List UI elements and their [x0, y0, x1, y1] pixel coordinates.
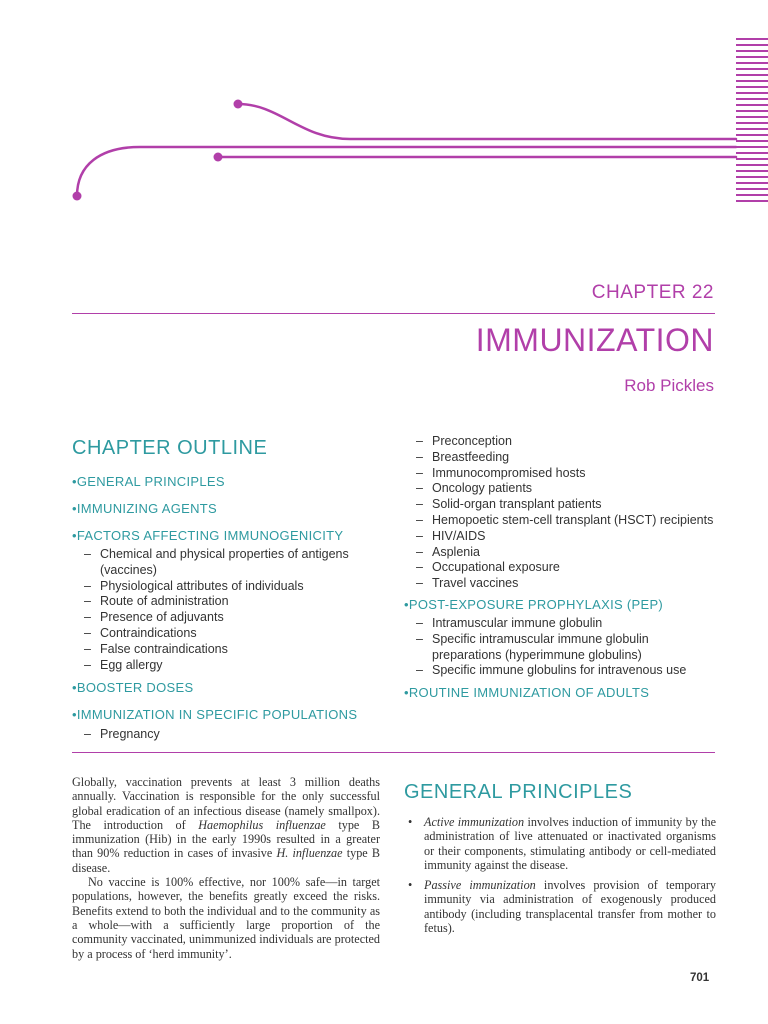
outline-subitem: – Pregnancy	[84, 727, 392, 743]
outline-subitems	[72, 547, 392, 673]
outline-subitem: – Preconception	[416, 434, 716, 450]
outline-subitem: – Travel vaccines	[416, 576, 716, 592]
outline-subitem: – Specific intramuscular immune globulin preparations (hyperimmune globulins)	[416, 632, 716, 664]
outline-right-column	[404, 434, 716, 700]
list-item: • Passive immunization involves provision of temporary immunity via administration of exogenously produced antibody (including transplacental transfer from mother to fetus).	[404, 878, 716, 935]
chapter-number: CHAPTER 22	[591, 282, 714, 303]
outline-subitem: – Asplenia	[416, 545, 716, 561]
outline-subitem: – Immunocompromised hosts	[416, 466, 716, 482]
outline-subitem: – Physiological attributes of individuals	[84, 579, 392, 595]
outline-subitem: – Hemopoetic stem-cell transplant (HSCT) recipients	[416, 513, 716, 529]
outline-subitem: – Chemical and physical properties of antigens (vaccines)	[84, 547, 392, 579]
section-heading: GENERAL PRINCIPLES	[404, 781, 633, 803]
chapter-author: Rob Pickles	[624, 376, 714, 395]
intro-paragraph: Globally, vaccination prevents at least 3 million deaths annually. Vaccination is responsible for the only successful global eradication of an infectious disease (namely smallpox). The introduction of Haemophilus influenzae type B immunization (Hib) in the early 1990s resulted in a greater than 90% reduction in cases of invasive H. influenzae type B disease.	[72, 775, 380, 875]
intro-text	[72, 775, 380, 961]
outline-subitem: – Solid-organ transplant patients	[416, 497, 716, 513]
outline-subitem: – HIV/AIDS	[416, 529, 716, 545]
outline-subitem: – Contraindications	[84, 626, 392, 642]
outline-section: • FACTORS AFFECTING IMMUNOGENICITY	[72, 528, 392, 543]
outline-subitem: – Egg allergy	[84, 658, 392, 674]
outline-left-column	[72, 474, 392, 743]
outline-subitems	[404, 434, 716, 592]
outline-subitem: – Specific immune globulins for intravenous use	[416, 663, 716, 679]
chapter-title: IMMUNIZATION	[475, 322, 714, 358]
outline-section: • IMMUNIZING AGENTS	[72, 501, 392, 516]
outline-subitem: – Presence of adjuvants	[84, 610, 392, 626]
outline-subitem: – False contraindications	[84, 642, 392, 658]
outline-section: • BOOSTER DOSES	[72, 680, 392, 695]
outline-subitem: – Occupational exposure	[416, 560, 716, 576]
decorative-swoosh-graphic	[0, 0, 768, 220]
outline-section: • ROUTINE IMMUNIZATION OF ADULTS	[404, 685, 716, 700]
intro-paragraph: No vaccine is 100% effective, nor 100% safe—in target populations, however, the benefits greatly exceed the risks. Benefits extend to both the individual and to the community as a whole—with a sufficiently large proportion of the community vaccinated, unimmunized individuals are protected by a process of ‘herd immunity’.	[72, 875, 380, 961]
outline-heading: CHAPTER OUTLINE	[72, 437, 268, 459]
outline-divider	[72, 752, 715, 753]
outline-section: • IMMUNIZATION IN SPECIFIC POPULATIONS	[72, 707, 392, 722]
outline-section: • POST-EXPOSURE PROPHYLAXIS (PEP)	[404, 597, 716, 612]
outline-subitem: – Breastfeeding	[416, 450, 716, 466]
outline-subitem: – Route of administration	[84, 594, 392, 610]
outline-subitems	[404, 616, 716, 679]
outline-section: • GENERAL PRINCIPLES	[72, 474, 392, 489]
page-number: 701	[690, 972, 710, 984]
outline-subitems	[72, 727, 392, 743]
list-item: • Active immunization involves induction of immunity by the administration of live attenuated or inactivated organisms or their components, stimulating antibody or cell-mediated immunity against the disease.	[404, 815, 716, 872]
title-divider	[72, 313, 715, 314]
outline-subitem: – Intramuscular immune globulin	[416, 616, 716, 632]
general-principles-list	[404, 815, 716, 941]
outline-subitem: – Oncology patients	[416, 481, 716, 497]
